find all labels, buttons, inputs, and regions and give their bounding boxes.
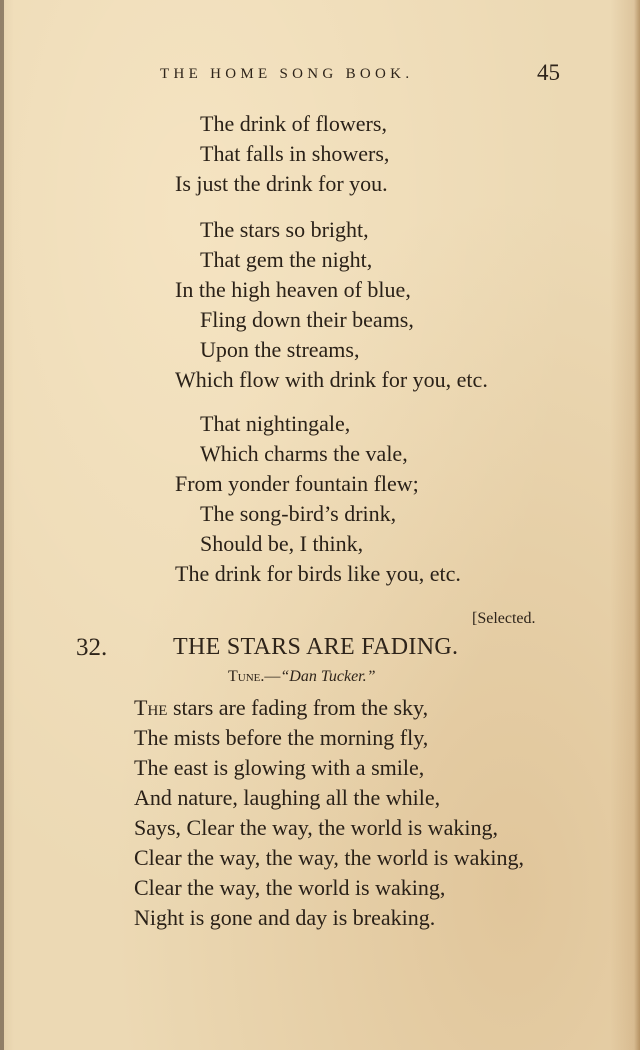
page-number: 45 <box>537 60 560 85</box>
verse-line: Which flow with drink for you, etc. <box>175 367 488 392</box>
verse-line: That gem the night, <box>200 247 373 272</box>
verse-line: Night is gone and day is breaking. <box>134 905 436 930</box>
verse-line: The drink of flowers, <box>200 111 387 136</box>
page-right-edge <box>634 0 640 1050</box>
verse-line: The east is glowing with a smile, <box>134 755 425 780</box>
running-header: THE HOME SONG BOOK. <box>160 66 414 82</box>
verse-line-rest: stars are fading from the sky, <box>167 695 429 720</box>
verse-line: Should be, I think, <box>200 531 364 556</box>
verse-line <box>134 695 428 721</box>
verse-line: Fling down their beams, <box>200 307 414 332</box>
attribution: [Selected. <box>472 610 536 627</box>
tune-label: Tune.— <box>228 668 281 685</box>
verse-line: The drink for birds like you, etc. <box>175 561 461 586</box>
verse-line: Clear the way, the way, the world is waking, <box>134 845 524 870</box>
verse-line: That nightingale, <box>200 411 351 436</box>
verse-line: Says, Clear the way, the world is waking, <box>134 815 498 840</box>
verse-line: From yonder fountain flew; <box>175 471 419 496</box>
verse-line: The song-bird’s drink, <box>200 501 397 526</box>
drop-word: The <box>134 695 168 720</box>
verse-line: In the high heaven of blue, <box>175 277 411 302</box>
page-left-edge <box>0 0 4 1050</box>
verse-line: The mists before the morning fly, <box>134 725 429 750</box>
tune-name: “Dan Tucker.” <box>280 668 376 685</box>
song-number: 32. <box>76 634 108 661</box>
verse-line: The stars so bright, <box>200 217 369 242</box>
verse-line: And nature, laughing all the while, <box>134 785 441 810</box>
song-title: THE STARS ARE FADING. <box>173 634 459 660</box>
verse-line: Is just the drink for you. <box>175 171 388 196</box>
tune-line <box>228 668 376 686</box>
verse-line: Which charms the vale, <box>200 441 408 466</box>
verse-line: Upon the streams, <box>200 337 360 362</box>
verse-line: That falls in showers, <box>200 141 390 166</box>
verse-line: Clear the way, the world is waking, <box>134 875 446 900</box>
